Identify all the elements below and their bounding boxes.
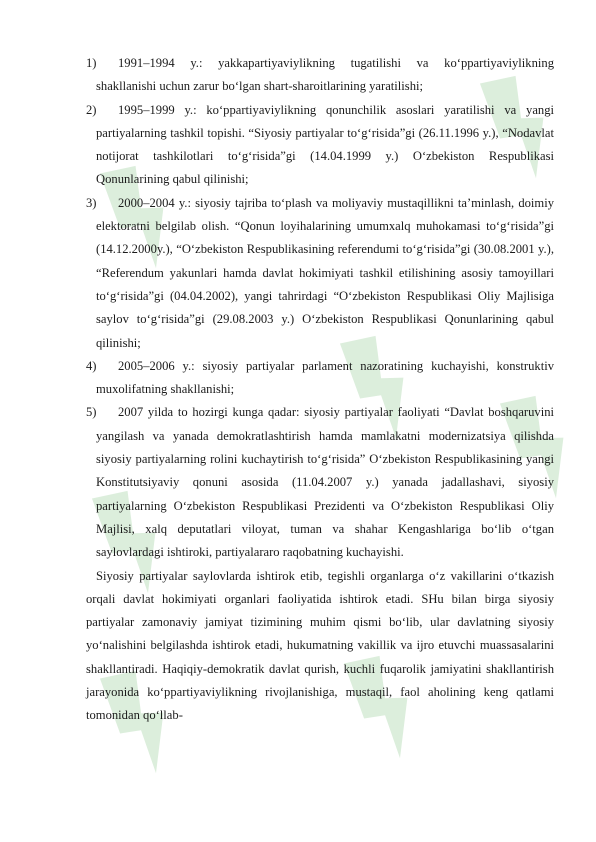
list-item-number: 3) bbox=[86, 195, 97, 210]
list-item bbox=[86, 192, 554, 355]
list-item-text: 1995–1999 y.: ko‘ppartiyaviylikning qonunchilik asoslari yaratilishi va yangi partiyalarning tashkil topishi. “Siyosiy partiyalar to‘g‘risida”gi (26.11.1996 y.), “Nodavlat notijorat tashkilotlari to‘g‘risida”gi (14.04.1999 y.) O‘zbekiston Respublikasi Qonunlarining qabul qilinishi; bbox=[96, 102, 554, 187]
body-paragraph: Siyosiy partiyalar saylovlarda ishtirok etib, tegishli organlarga o‘z vakillarini o‘tkazish orqali davlat hokimiyati organlari faoliyatida ishtirok etadi. SHu bilan birga siyosiy partiyalar zamonaviy jamiyat tizimining muhim qismi bo‘lib, ular davlatning siyosiy yo‘nalishini belgilashda ishtirok etadi, hukumatning vakillik va ijro etuvchi muassasalarini shakllantiradi. Haqiqiy-demokratik davlat qurish, kuchli fuqarolik jamiyatini shakllantirish jarayonida ko‘ppartiyaviylikning rivojlanishiga, mustaqil, faol aholining keng qatlami tomonidan qo‘llab- bbox=[86, 568, 554, 723]
list-item-text: 2005–2006 y.: siyosiy partiyalar parlament nazoratining kuchayishi, konstruktiv muxolifatning shakllanishi; bbox=[96, 358, 554, 397]
list-item bbox=[86, 52, 554, 99]
list-item-number: 4) bbox=[86, 358, 97, 373]
document-body bbox=[86, 52, 554, 728]
list-item-number: 2) bbox=[86, 102, 97, 117]
list-item bbox=[86, 99, 554, 192]
list-item-text: 2000–2004 y.: siyosiy tajriba to‘plash va moliyaviy mustaqillikni ta’minlash, doimiy elektoratni belgilab olish. “Qonun loyihalarining umumxalq muhokamasi to‘g‘risida”gi (14.12.2000y.), “O‘zbekiston Respublikasining referendumi to‘g‘risida”gi (30.08.2001 y.), “Referendum yakunlari hamda davlat hokimiyati tashkil etilishining asosiy tamoyillari to‘g‘risida”gi (04.04.2002), yangi tahrirdagi “O‘zbekiston Respublikasi Oliy Majlisiga saylov to‘g‘risida”gi (29.08.2003 y.) O‘zbekiston Respublikasi Qonunlarining qabul qilinishi; bbox=[96, 195, 554, 350]
list-item bbox=[86, 401, 554, 564]
list-item-text: 2007 yilda to hozirgi kunga qadar: siyosiy partiyalar faoliyati “Davlat boshqaruvini yangilash va yanada demokratlashtirish hamda mamlakatni modernizatsiya qilishda siyosiy partiyalarning rolini kuchaytirish to‘g‘risida” O‘zbekiston Respublikasining yangi Konstitutsiyaviy qonuni asosida (11.04.2007 y.) yanada jadallashavi, siyosiy partiyalarning O‘zbekiston Respublikasi Prezidenti va O‘zbekiston Respublikasi Oliy Majlisi, xalq deputatlari viloyat, tuman va shahar Kengashlariga bo‘lib o‘tgan saylovlardagi ishtiroki, partiyalararo raqobatning kuchayishi. bbox=[96, 405, 554, 560]
list-item-number: 5) bbox=[86, 405, 97, 420]
list-item-text: 1991–1994 y.: yakkapartiyaviylikning tugatilishi va ko‘ppartiyaviylikning shakllanishi uchun zarur bo‘lgan shart-sharoitlarining yaratilishi; bbox=[96, 56, 554, 94]
list-item bbox=[86, 355, 554, 402]
list-item-number: 1) bbox=[86, 56, 97, 70]
